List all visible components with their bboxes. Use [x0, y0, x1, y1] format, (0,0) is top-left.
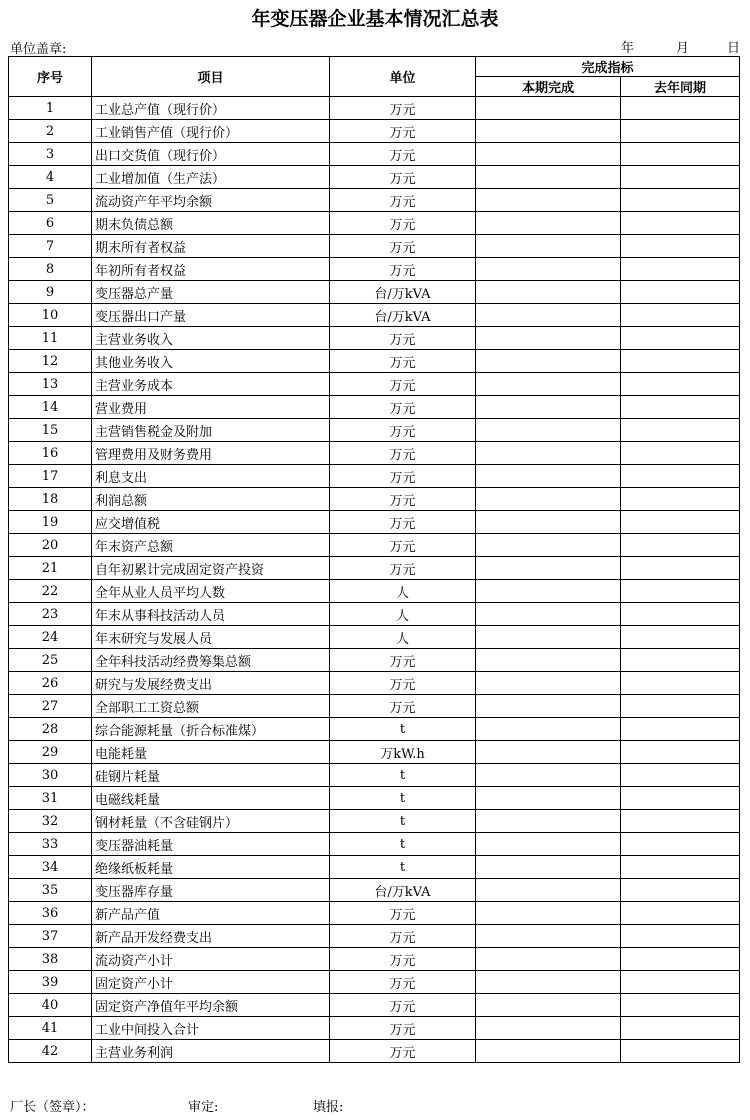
row-last-year-value[interactable] [621, 465, 740, 488]
row-last-year-value[interactable] [621, 672, 740, 695]
table-row [9, 810, 740, 833]
header-last-year: 去年同期 [621, 77, 740, 97]
row-unit: 万元 [330, 396, 476, 419]
row-current-value[interactable] [476, 166, 621, 189]
row-number: 1 [9, 97, 92, 120]
row-number: 30 [9, 764, 92, 787]
table-row [9, 695, 740, 718]
row-item: 变压器总产量 [92, 281, 330, 304]
row-unit: 人 [330, 626, 476, 649]
row-unit: 人 [330, 603, 476, 626]
row-number: 34 [9, 856, 92, 879]
date-day-label: 日 [727, 41, 741, 56]
table-row [9, 856, 740, 879]
row-number: 19 [9, 511, 92, 534]
date-month-label: 月 [676, 41, 690, 56]
row-number: 9 [9, 281, 92, 304]
row-current-value[interactable] [476, 396, 621, 419]
row-item: 全年科技活动经费筹集总额 [92, 649, 330, 672]
row-item: 变压器库存量 [92, 879, 330, 902]
row-last-year-value[interactable] [621, 281, 740, 304]
row-last-year-value[interactable] [621, 189, 740, 212]
table-row [9, 902, 740, 925]
table-row [9, 557, 740, 580]
row-last-year-value[interactable] [621, 235, 740, 258]
row-number: 4 [9, 166, 92, 189]
table-row [9, 948, 740, 971]
row-item: 固定资产净值年平均余额 [92, 994, 330, 1017]
row-item: 年末资产总额 [92, 534, 330, 557]
row-item: 全部职工工资总额 [92, 695, 330, 718]
row-number: 10 [9, 304, 92, 327]
row-last-year-value[interactable] [621, 948, 740, 971]
row-unit: 万元 [330, 212, 476, 235]
row-item: 利润总额 [92, 488, 330, 511]
row-number: 25 [9, 649, 92, 672]
row-item: 流动资产小计 [92, 948, 330, 971]
row-last-year-value[interactable] [621, 856, 740, 879]
row-unit: t [330, 787, 476, 810]
row-current-value[interactable] [476, 511, 621, 534]
row-number: 35 [9, 879, 92, 902]
table-row [9, 488, 740, 511]
row-current-value[interactable] [476, 189, 621, 212]
row-current-value[interactable] [476, 879, 621, 902]
row-current-value[interactable] [476, 304, 621, 327]
row-current-value[interactable] [476, 120, 621, 143]
table-row [9, 212, 740, 235]
table-row [9, 97, 740, 120]
row-unit: 万元 [330, 143, 476, 166]
table-row [9, 350, 740, 373]
row-number: 13 [9, 373, 92, 396]
row-number: 18 [9, 488, 92, 511]
row-number: 3 [9, 143, 92, 166]
row-current-value[interactable] [476, 534, 621, 557]
date-year-label: 年 [621, 41, 635, 56]
row-current-value[interactable] [476, 902, 621, 925]
header-current: 本期完成 [476, 77, 621, 97]
row-current-value[interactable] [476, 672, 621, 695]
row-unit: 万元 [330, 511, 476, 534]
row-last-year-value[interactable] [621, 833, 740, 856]
table-row [9, 120, 740, 143]
row-number: 20 [9, 534, 92, 557]
row-number: 28 [9, 718, 92, 741]
row-last-year-value[interactable] [621, 994, 740, 1017]
row-item: 期末所有者权益 [92, 235, 330, 258]
row-item: 研究与发展经费支出 [92, 672, 330, 695]
table-row [9, 327, 740, 350]
row-unit: 万元 [330, 235, 476, 258]
row-last-year-value[interactable] [621, 557, 740, 580]
row-last-year-value[interactable] [621, 626, 740, 649]
header-completion: 完成指标 [476, 57, 740, 77]
row-last-year-value[interactable] [621, 718, 740, 741]
row-item: 工业中间投入合计 [92, 1017, 330, 1040]
row-current-value[interactable] [476, 557, 621, 580]
row-number: 33 [9, 833, 92, 856]
row-unit: 万元 [330, 258, 476, 281]
row-current-value[interactable] [476, 488, 621, 511]
row-item: 流动资产年平均余额 [92, 189, 330, 212]
table-row [9, 718, 740, 741]
row-number: 12 [9, 350, 92, 373]
row-unit: 万元 [330, 166, 476, 189]
table-row [9, 235, 740, 258]
row-last-year-value[interactable] [621, 350, 740, 373]
row-unit: 万元 [330, 672, 476, 695]
row-last-year-value[interactable] [621, 603, 740, 626]
row-unit: 万元 [330, 695, 476, 718]
row-unit: 万元 [330, 534, 476, 557]
row-current-value[interactable] [476, 350, 621, 373]
row-current-value[interactable] [476, 856, 621, 879]
row-last-year-value[interactable] [621, 419, 740, 442]
row-current-value[interactable] [476, 143, 621, 166]
table-row [9, 994, 740, 1017]
table-row [9, 189, 740, 212]
row-current-value[interactable] [476, 442, 621, 465]
row-unit: 万元 [330, 1017, 476, 1040]
row-number: 6 [9, 212, 92, 235]
row-number: 38 [9, 948, 92, 971]
row-item: 固定资产小计 [92, 971, 330, 994]
row-item: 年末从事科技活动人员 [92, 603, 330, 626]
row-unit: 万元 [330, 442, 476, 465]
table-row [9, 626, 740, 649]
row-item: 变压器油耗量 [92, 833, 330, 856]
row-number: 31 [9, 787, 92, 810]
row-item: 营业费用 [92, 396, 330, 419]
row-item: 管理费用及财务费用 [92, 442, 330, 465]
row-unit: 万kW.h [330, 741, 476, 764]
row-current-value[interactable] [476, 948, 621, 971]
row-last-year-value[interactable] [621, 373, 740, 396]
row-unit: t [330, 764, 476, 787]
row-item: 工业总产值（现行价） [92, 97, 330, 120]
row-number: 36 [9, 902, 92, 925]
row-last-year-value[interactable] [621, 120, 740, 143]
row-number: 8 [9, 258, 92, 281]
row-item: 期末负债总额 [92, 212, 330, 235]
table-row [9, 511, 740, 534]
row-unit: t [330, 833, 476, 856]
row-last-year-value[interactable] [621, 258, 740, 281]
row-current-value[interactable] [476, 603, 621, 626]
row-item: 工业增加值（生产法） [92, 166, 330, 189]
row-last-year-value[interactable] [621, 580, 740, 603]
header-item: 项目 [92, 57, 330, 97]
summary-table [8, 56, 740, 1063]
unit-stamp-label: 单位盖章: [10, 42, 67, 57]
row-last-year-value[interactable] [621, 925, 740, 948]
row-unit: 台/万kVA [330, 304, 476, 327]
row-unit: 万元 [330, 189, 476, 212]
header-unit: 单位 [330, 57, 476, 97]
row-unit: 万元 [330, 971, 476, 994]
row-current-value[interactable] [476, 281, 621, 304]
row-current-value[interactable] [476, 212, 621, 235]
row-item: 年初所有者权益 [92, 258, 330, 281]
row-last-year-value[interactable] [621, 879, 740, 902]
table-row [9, 971, 740, 994]
row-item: 硅钢片耗量 [92, 764, 330, 787]
row-unit: 万元 [330, 373, 476, 396]
row-current-value[interactable] [476, 1017, 621, 1040]
row-number: 22 [9, 580, 92, 603]
table-row [9, 580, 740, 603]
table-row [9, 787, 740, 810]
row-unit: 万元 [330, 120, 476, 143]
row-number: 14 [9, 396, 92, 419]
table-row [9, 166, 740, 189]
row-unit: 万元 [330, 465, 476, 488]
row-current-value[interactable] [476, 1040, 621, 1063]
row-current-value[interactable] [476, 695, 621, 718]
row-last-year-value[interactable] [621, 97, 740, 120]
table-row [9, 534, 740, 557]
row-unit: 万元 [330, 649, 476, 672]
row-last-year-value[interactable] [621, 442, 740, 465]
row-item: 新产品开发经费支出 [92, 925, 330, 948]
row-current-value[interactable] [476, 810, 621, 833]
row-item: 主营业务收入 [92, 327, 330, 350]
row-item: 主营业务利润 [92, 1040, 330, 1063]
row-current-value[interactable] [476, 327, 621, 350]
row-item: 全年从业人员平均人数 [92, 580, 330, 603]
row-last-year-value[interactable] [621, 166, 740, 189]
table-row [9, 603, 740, 626]
header-no: 序号 [9, 57, 92, 97]
footer-reviewer: 审定: [188, 1100, 219, 1115]
row-current-value[interactable] [476, 994, 621, 1017]
row-number: 2 [9, 120, 92, 143]
row-unit: t [330, 718, 476, 741]
row-last-year-value[interactable] [621, 764, 740, 787]
table-row [9, 1040, 740, 1063]
row-number: 27 [9, 695, 92, 718]
row-unit: 万元 [330, 97, 476, 120]
row-item: 钢材耗量（不含硅钢片） [92, 810, 330, 833]
table-row [9, 833, 740, 856]
row-item: 综合能源耗量（折合标准煤） [92, 718, 330, 741]
row-unit: 万元 [330, 419, 476, 442]
row-current-value[interactable] [476, 787, 621, 810]
row-unit: 万元 [330, 902, 476, 925]
row-number: 32 [9, 810, 92, 833]
row-unit: 万元 [330, 925, 476, 948]
table-row [9, 741, 740, 764]
row-last-year-value[interactable] [621, 304, 740, 327]
row-current-value[interactable] [476, 235, 621, 258]
row-current-value[interactable] [476, 649, 621, 672]
row-item: 主营销售税金及附加 [92, 419, 330, 442]
row-number: 29 [9, 741, 92, 764]
table-row [9, 649, 740, 672]
table-row [9, 419, 740, 442]
row-number: 15 [9, 419, 92, 442]
row-last-year-value[interactable] [621, 741, 740, 764]
row-item: 应交增值税 [92, 511, 330, 534]
row-item: 利息支出 [92, 465, 330, 488]
row-current-value[interactable] [476, 833, 621, 856]
row-item: 工业销售产值（现行价） [92, 120, 330, 143]
row-last-year-value[interactable] [621, 810, 740, 833]
row-number: 26 [9, 672, 92, 695]
row-last-year-value[interactable] [621, 143, 740, 166]
page-title: 年变压器企业基本情况汇总表 [251, 8, 499, 30]
row-number: 40 [9, 994, 92, 1017]
table-row [9, 396, 740, 419]
row-current-value[interactable] [476, 764, 621, 787]
row-unit: 万元 [330, 948, 476, 971]
row-unit: 万元 [330, 350, 476, 373]
row-item: 主营业务成本 [92, 373, 330, 396]
table-row [9, 1017, 740, 1040]
row-last-year-value[interactable] [621, 971, 740, 994]
row-last-year-value[interactable] [621, 488, 740, 511]
row-item: 新产品产值 [92, 902, 330, 925]
row-current-value[interactable] [476, 626, 621, 649]
row-last-year-value[interactable] [621, 1017, 740, 1040]
row-current-value[interactable] [476, 925, 621, 948]
row-unit: 万元 [330, 994, 476, 1017]
row-last-year-value[interactable] [621, 212, 740, 235]
table-row [9, 442, 740, 465]
row-current-value[interactable] [476, 419, 621, 442]
row-current-value[interactable] [476, 718, 621, 741]
row-unit: 台/万kVA [330, 281, 476, 304]
row-current-value[interactable] [476, 580, 621, 603]
row-last-year-value[interactable] [621, 534, 740, 557]
row-item: 自年初累计完成固定资产投资 [92, 557, 330, 580]
row-current-value[interactable] [476, 971, 621, 994]
row-current-value[interactable] [476, 97, 621, 120]
row-unit: t [330, 856, 476, 879]
row-number: 17 [9, 465, 92, 488]
table-row [9, 672, 740, 695]
row-item: 电磁线耗量 [92, 787, 330, 810]
row-last-year-value[interactable] [621, 695, 740, 718]
row-number: 11 [9, 327, 92, 350]
table-row [9, 304, 740, 327]
row-unit: 万元 [330, 1040, 476, 1063]
row-number: 41 [9, 1017, 92, 1040]
table-row [9, 143, 740, 166]
row-current-value[interactable] [476, 741, 621, 764]
row-unit: 万元 [330, 557, 476, 580]
table-row [9, 281, 740, 304]
row-number: 21 [9, 557, 92, 580]
table-row [9, 373, 740, 396]
row-number: 23 [9, 603, 92, 626]
row-last-year-value[interactable] [621, 902, 740, 925]
row-number: 5 [9, 189, 92, 212]
row-item: 其他业务收入 [92, 350, 330, 373]
row-item: 年末研究与发展人员 [92, 626, 330, 649]
table-row [9, 879, 740, 902]
row-last-year-value[interactable] [621, 327, 740, 350]
row-current-value[interactable] [476, 465, 621, 488]
row-item: 变压器出口产量 [92, 304, 330, 327]
table-row [9, 258, 740, 281]
row-unit: 万元 [330, 488, 476, 511]
row-number: 7 [9, 235, 92, 258]
row-item: 电能耗量 [92, 741, 330, 764]
row-unit: 人 [330, 580, 476, 603]
row-number: 16 [9, 442, 92, 465]
row-number: 42 [9, 1040, 92, 1063]
row-unit: t [330, 810, 476, 833]
table-row [9, 925, 740, 948]
row-item: 绝缘纸板耗量 [92, 856, 330, 879]
row-number: 39 [9, 971, 92, 994]
row-last-year-value[interactable] [621, 649, 740, 672]
row-number: 24 [9, 626, 92, 649]
row-item: 出口交货值（现行价） [92, 143, 330, 166]
table-row [9, 465, 740, 488]
footer-director: 厂长（签章）： [10, 1100, 95, 1115]
row-unit: 万元 [330, 327, 476, 350]
row-current-value[interactable] [476, 258, 621, 281]
row-number: 37 [9, 925, 92, 948]
table-row [9, 764, 740, 787]
row-current-value[interactable] [476, 373, 621, 396]
footer-filler: 填报: [313, 1100, 344, 1115]
row-last-year-value[interactable] [621, 511, 740, 534]
row-last-year-value[interactable] [621, 396, 740, 419]
row-last-year-value[interactable] [621, 1040, 740, 1063]
row-unit: 台/万kVA [330, 879, 476, 902]
row-last-year-value[interactable] [621, 787, 740, 810]
